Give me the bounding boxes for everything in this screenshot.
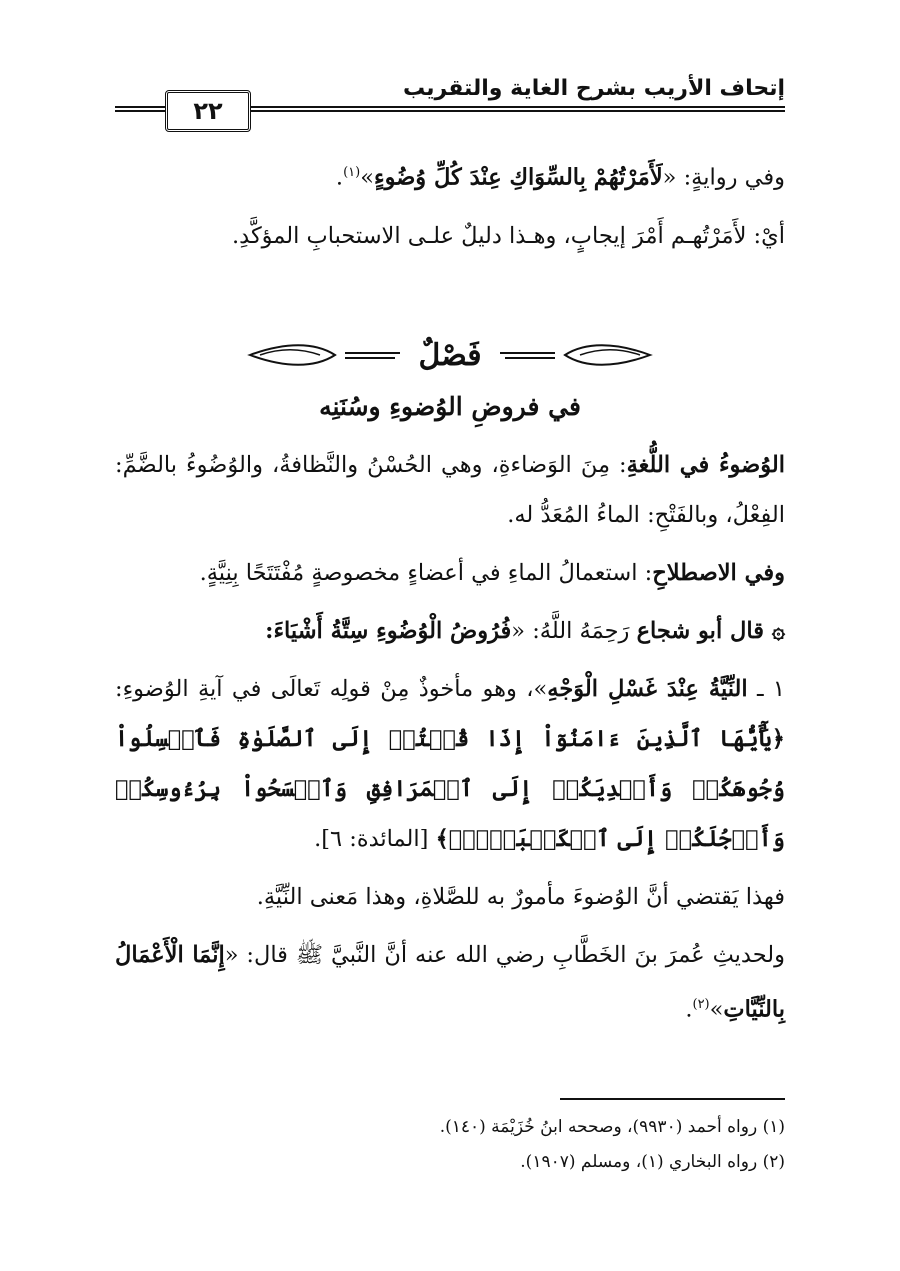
abu-shujaa-mid: رَحِمَهُ اللَّهُ: « [511, 618, 637, 644]
definition-technical-text: : استعمالُ الماءِ في أعضاءٍ مخصوصةٍ مُفْتَتَحًا بِنِيَّةٍ. [199, 560, 653, 586]
ornament-left-icon [240, 340, 400, 370]
section-subtitle: في فروضِ الوُضوءِ وسُنَنِه [319, 392, 581, 421]
abu-shujaa-end: : [265, 618, 274, 644]
term-technical: وفي الاصطلاحِ [652, 560, 785, 586]
section-ornament [115, 330, 785, 380]
quran-verse: ﴿يَٰٓأَيُّهَا ٱلَّذِينَ ءَامَنُوٓاْ إِذَا قُمۡتُمۡ إِلَى ٱلصَّلَوٰةِ فَٱغۡسِلُواْ وُجُوهَكُمۡ وَأَيۡدِيَكُمۡ إِلَى ٱلۡمَرَافِقِ وَٱمۡسَحُواْ بِرُءُوسِكُمۡ وَأَرۡجُلَكُمۡ إِلَى ٱلۡكَعۡبَيۡنِۚ﴾ [115, 726, 785, 852]
obligation-term: النِّيَّةُ عِنْدَ غَسْلِ الْوَجْهِ [547, 676, 748, 702]
page-header [115, 72, 785, 132]
footnotes [115, 1110, 785, 1180]
implication-paragraph: فهذا يَقتضي أنَّ الوُضوءَ مأمورٌ به للصَّلاةِ، وهذا مَعنى النِّيَّةِ. [256, 884, 785, 910]
verse-reference: [المائدة: ٦]. [314, 826, 436, 852]
book-title: إتحاف الأريب بشرح الغاية والتقريب [402, 76, 785, 101]
intro-text [115, 148, 785, 269]
term-language: الوُضوءُ في اللُّغةِ [626, 452, 786, 478]
page-number: ٢٢ [193, 97, 223, 125]
hadith-stop: . [685, 996, 693, 1023]
abu-shujaa-quote: فُرُوضُ الْوُضُوءِ سِتَّةُ أَشْيَاءَ [273, 618, 512, 644]
footnote-ref-2[interactable]: (٢) [692, 997, 710, 1012]
abu-shujaa-statement [115, 606, 785, 656]
footnote-1: (١) رواه أحمد (٩٩٣٠)، وصححه ابنُ خُزَيْمَة (١٤٠). [439, 1117, 785, 1137]
intro-p1-end: . [335, 164, 344, 191]
hadith-intro: ولحديثِ عُمرَ بنَ الخَطَّابِ رضي الله عنه أنَّ النَّبيَّ ﷺ قال: « [224, 942, 785, 968]
header-divider-lower-right [250, 110, 785, 112]
footnote-divider [560, 1098, 785, 1100]
obligation-number: ١ ـ [747, 676, 785, 702]
intro-paragraph-1 [115, 148, 785, 203]
hadith-close: » [709, 996, 724, 1023]
footnote-2: (٢) رواه البخاري (١)، ومسلم (١٩٠٧). [520, 1152, 785, 1172]
intro-paragraph-2: أيْ: لأَمَرْتُهـم أَمْرَ إيجابٍ، وهـذا دليلٌ علـى الاستحبابِ المؤكَّدِ. [231, 222, 785, 249]
intro-p1-prefix: وفي روايةٍ: « [662, 164, 785, 191]
section-body [115, 440, 785, 1043]
definition-technical [115, 548, 785, 598]
first-obligation [115, 664, 785, 864]
hadith-paragraph [115, 930, 785, 1035]
definition-language [115, 440, 785, 540]
hadith-quote: إِنَّمَا الْأَعْمَالُ بِالنِّيَّاتِ [115, 942, 785, 1023]
ornament-right-icon [500, 340, 660, 370]
intro-p1-suffix: » [360, 164, 374, 191]
obligation-text: »، وهو مأخوذٌ مِنْ قولِه تَعالَى في آيةِ الوُضوءِ: [115, 676, 548, 702]
fasl-heading: فَصْلٌ [418, 337, 482, 373]
intro-p1-quote: لَأَمَرْتُهُمْ بِالسِّوَاكِ عِنْدَ كُلِّ وُضُوءٍ [374, 164, 663, 191]
page-number-box [165, 90, 251, 132]
abu-shujaa-lead: ۞ قال أبو شجاع [636, 618, 785, 644]
definition-language-text: : مِنَ الوَضاءةِ، وهي الحُسْنُ والنَّظافةُ، والوُضُوءُ بالضَّمِّ: الفِعْلُ، وبالفَتْحِ: الماءُ المُعَدُّ له. [115, 452, 785, 528]
header-divider-lower [115, 110, 165, 112]
footnote-ref-1[interactable]: (١) [343, 165, 361, 180]
